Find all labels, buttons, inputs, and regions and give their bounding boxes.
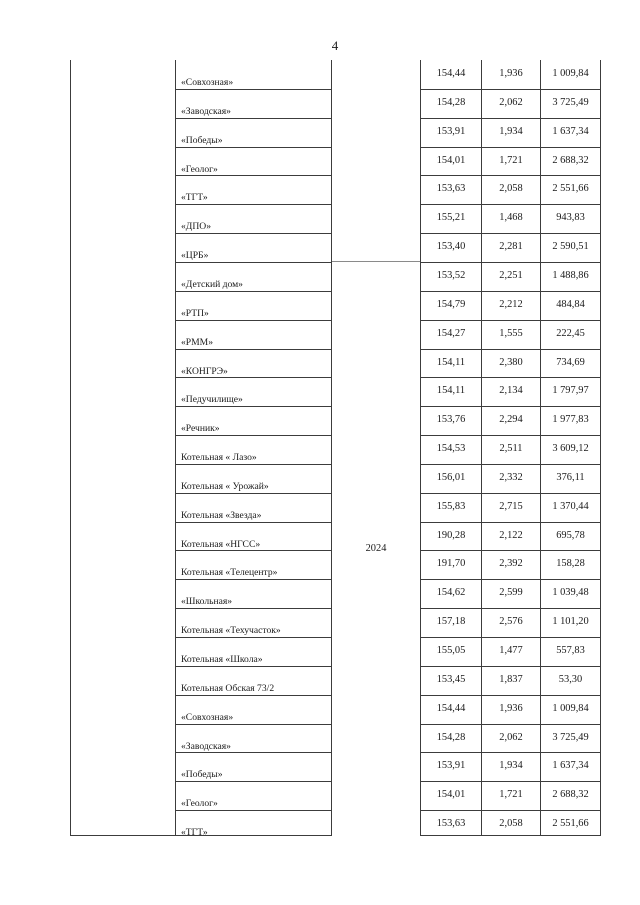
value-col2: 1,936 bbox=[499, 68, 523, 79]
row-divider bbox=[420, 435, 601, 436]
value-col3: 3 725,49 bbox=[552, 96, 589, 108]
value-col2: 1,477 bbox=[499, 645, 523, 656]
row-divider bbox=[175, 695, 332, 696]
value-col1: 153,45 bbox=[436, 673, 466, 685]
row-divider bbox=[175, 550, 332, 551]
row-divider bbox=[175, 666, 332, 667]
row-name: Котельная « Лазо» bbox=[181, 452, 257, 464]
value-col1: 154,53 bbox=[436, 443, 466, 455]
value-col1: 154,01 bbox=[436, 789, 466, 801]
value-col2: 2,134 bbox=[499, 385, 523, 397]
value-col1: 191,70 bbox=[436, 558, 466, 570]
row-divider bbox=[175, 406, 332, 407]
value-col1: 153,52 bbox=[436, 269, 466, 281]
row-divider bbox=[175, 175, 332, 176]
row-name: «Совхозная» bbox=[181, 77, 234, 88]
value-col2: 2,062 bbox=[499, 96, 523, 108]
row-name: «Победы» bbox=[181, 134, 223, 146]
value-col1: 154,27 bbox=[436, 327, 466, 339]
row-name: «Совхозная» bbox=[181, 711, 234, 723]
value-col2: 1,555 bbox=[499, 327, 523, 339]
value-col1: 154,28 bbox=[436, 731, 466, 743]
row-name: «Заводская» bbox=[181, 740, 231, 752]
row-divider bbox=[420, 637, 601, 638]
value-col3: 484,84 bbox=[556, 298, 585, 310]
row-divider bbox=[420, 349, 601, 350]
value-col1: 153,63 bbox=[436, 183, 466, 195]
value-col1: 154,01 bbox=[436, 154, 466, 166]
value-col2: 2,599 bbox=[499, 587, 523, 599]
value-col1: 157,18 bbox=[436, 616, 466, 628]
row-divider bbox=[175, 810, 332, 811]
row-divider bbox=[420, 147, 601, 148]
name-column-left-border bbox=[175, 60, 176, 836]
value-col2: 1,721 bbox=[499, 789, 523, 801]
row-divider bbox=[175, 291, 332, 292]
row-divider bbox=[175, 781, 332, 782]
value-col2: 2,251 bbox=[499, 269, 523, 281]
row-divider bbox=[420, 493, 601, 494]
row-divider bbox=[175, 320, 332, 321]
row-name: «Геолог» bbox=[181, 163, 218, 175]
value-col2: 2,062 bbox=[499, 731, 523, 743]
row-divider bbox=[175, 262, 332, 263]
row-divider bbox=[175, 118, 332, 119]
row-divider bbox=[175, 637, 332, 638]
value-col2: 2,715 bbox=[499, 500, 523, 512]
value-col2: 2,332 bbox=[499, 471, 523, 483]
row-name: «КОНГРЭ» bbox=[181, 365, 228, 377]
row-divider bbox=[420, 550, 601, 551]
row-name: Котельная «Звезда» bbox=[181, 509, 262, 521]
year-cell: 2024 bbox=[365, 543, 387, 554]
value-col2: 2,294 bbox=[499, 414, 523, 426]
row-divider bbox=[420, 89, 601, 90]
value-col3: 1 637,34 bbox=[552, 125, 589, 137]
row-name: «Речник» bbox=[181, 423, 220, 435]
row-name: «ТГТ» bbox=[181, 827, 208, 839]
value-col1: 155,83 bbox=[436, 500, 466, 512]
value-col3: 2 688,32 bbox=[552, 789, 589, 801]
value-col3: 1 797,97 bbox=[552, 385, 589, 397]
row-divider bbox=[175, 493, 332, 494]
value-col3: 222,45 bbox=[556, 327, 585, 339]
value-col3: 2 590,51 bbox=[552, 241, 589, 253]
value-col1: 154,79 bbox=[436, 298, 466, 310]
value-col2: 2,281 bbox=[499, 241, 523, 253]
value-col3: 1 488,86 bbox=[552, 269, 589, 281]
value-col1: 153,63 bbox=[436, 818, 466, 830]
value-col1: 153,40 bbox=[436, 241, 466, 253]
row-name: Котельная «Школа» bbox=[181, 654, 263, 665]
value-col3: 3 725,49 bbox=[552, 731, 589, 743]
value-col2: 1,936 bbox=[499, 702, 523, 714]
row-name: «ДПО» bbox=[181, 221, 211, 233]
values-right-border bbox=[600, 60, 601, 836]
value-col3: 1 101,20 bbox=[552, 616, 589, 628]
value-col1: 155,21 bbox=[436, 212, 466, 224]
value-col2: 2,058 bbox=[499, 818, 523, 830]
year-cell-divider bbox=[332, 261, 420, 262]
value-col3: 734,69 bbox=[556, 356, 585, 368]
row-divider bbox=[420, 320, 601, 321]
value-col3: 1 009,84 bbox=[552, 702, 589, 714]
value-col3: 1 977,83 bbox=[552, 414, 589, 426]
value-col3: 943,83 bbox=[556, 212, 585, 224]
value-col2: 1,721 bbox=[499, 154, 523, 166]
row-divider bbox=[175, 724, 332, 725]
row-divider bbox=[175, 377, 332, 378]
value-col1: 154,28 bbox=[436, 96, 466, 108]
row-name: «ТГТ» bbox=[181, 192, 208, 204]
row-divider bbox=[420, 406, 601, 407]
value-col3: 1 039,48 bbox=[552, 587, 589, 599]
row-name: Котельная « Урожай» bbox=[181, 480, 269, 492]
row-divider bbox=[420, 579, 601, 580]
name-column-right-border bbox=[331, 60, 332, 836]
value-col2: 2,212 bbox=[499, 298, 523, 310]
row-divider bbox=[175, 464, 332, 465]
row-name: Котельная «Телецентр» bbox=[181, 567, 278, 579]
value-col3: 158,28 bbox=[556, 558, 585, 570]
row-name: «Заводская» bbox=[181, 105, 231, 117]
row-name: «РТП» bbox=[181, 307, 209, 319]
page-number: 4 bbox=[331, 38, 339, 53]
row-name: «Школьная» bbox=[181, 596, 233, 608]
row-divider bbox=[420, 522, 601, 523]
row-name: «Победы» bbox=[181, 769, 223, 781]
row-name: «Педучилище» bbox=[181, 394, 243, 406]
value-col1: 154,44 bbox=[436, 702, 466, 714]
row-name: Котельная Обская 73/2 bbox=[181, 682, 275, 694]
row-name: «ЦРБ» bbox=[181, 250, 209, 262]
value-col3: 376,11 bbox=[556, 471, 585, 483]
value-col3: 695,78 bbox=[556, 529, 585, 541]
value-col1: 153,76 bbox=[436, 414, 466, 426]
value-col2: 2,392 bbox=[499, 558, 523, 570]
value-col1: 154,11 bbox=[436, 356, 466, 368]
value-col2: 1,468 bbox=[499, 212, 523, 224]
value-col2: 2,576 bbox=[499, 616, 523, 628]
value-col3: 3 609,12 bbox=[552, 443, 589, 455]
row-divider bbox=[420, 262, 601, 263]
row-name: «Геолог» bbox=[181, 798, 218, 810]
row-divider bbox=[175, 522, 332, 523]
row-divider bbox=[420, 291, 601, 292]
row-name: Котельная «НГСС» bbox=[181, 538, 261, 550]
row-name: Котельная «Техучасток» bbox=[181, 625, 281, 637]
row-divider bbox=[420, 118, 601, 119]
value-col3: 2 688,32 bbox=[552, 154, 589, 166]
value-col1: 154,62 bbox=[436, 587, 466, 599]
value-col3: 2 551,66 bbox=[552, 818, 589, 830]
row-divider bbox=[175, 608, 332, 609]
row-divider bbox=[420, 695, 601, 696]
row-divider bbox=[420, 233, 601, 234]
value-col1: 153,91 bbox=[436, 760, 466, 772]
row-divider bbox=[420, 781, 601, 782]
value-col3: 53,30 bbox=[558, 673, 583, 685]
value-col2: 1,837 bbox=[499, 673, 523, 685]
row-divider bbox=[175, 89, 332, 90]
row-divider bbox=[420, 377, 601, 378]
row-divider bbox=[420, 835, 601, 836]
value-col1: 153,91 bbox=[436, 125, 466, 137]
value-col1: 155,05 bbox=[436, 645, 466, 656]
value-col2: 1,934 bbox=[499, 760, 523, 772]
row-divider bbox=[420, 464, 601, 465]
value-col1: 154,44 bbox=[436, 68, 466, 79]
row-divider bbox=[420, 204, 601, 205]
row-divider bbox=[175, 233, 332, 234]
table-left-border bbox=[70, 60, 71, 836]
value-col1: 154,11 bbox=[436, 385, 466, 397]
row-name: «РММ» bbox=[181, 336, 213, 348]
row-divider bbox=[420, 608, 601, 609]
value-col2: 2,058 bbox=[499, 183, 523, 195]
row-divider bbox=[175, 752, 332, 753]
value-col3: 557,83 bbox=[556, 645, 585, 656]
value-col2: 1,934 bbox=[499, 125, 523, 137]
row-divider bbox=[420, 752, 601, 753]
value-col3: 1 370,44 bbox=[552, 500, 589, 512]
row-divider bbox=[175, 435, 332, 436]
row-divider bbox=[175, 147, 332, 148]
row-divider bbox=[175, 579, 332, 580]
row-divider bbox=[175, 349, 332, 350]
row-divider bbox=[175, 204, 332, 205]
value-col2: 2,122 bbox=[499, 529, 523, 541]
value-col3: 1 009,84 bbox=[552, 68, 589, 79]
row-divider bbox=[420, 810, 601, 811]
value-col2: 2,380 bbox=[499, 356, 523, 368]
value-col2: 2,511 bbox=[499, 443, 523, 455]
row-divider bbox=[420, 724, 601, 725]
value-col3: 2 551,66 bbox=[552, 183, 589, 195]
row-name: «Детский дом» bbox=[181, 278, 243, 290]
row-divider bbox=[420, 666, 601, 667]
value-col1: 190,28 bbox=[436, 529, 466, 541]
value-col3: 1 637,34 bbox=[552, 760, 589, 772]
row-divider bbox=[420, 175, 601, 176]
value-col1: 156,01 bbox=[436, 471, 466, 483]
